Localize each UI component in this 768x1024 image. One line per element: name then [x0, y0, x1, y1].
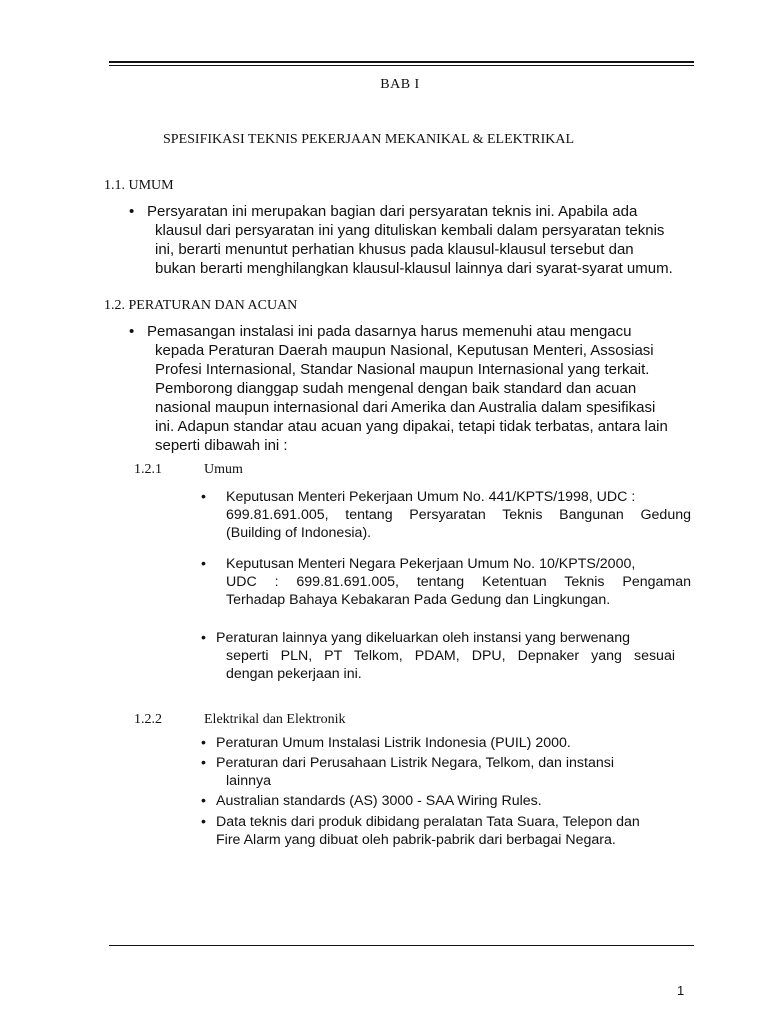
subsection-number-1-2-2: 1.2.2 — [134, 712, 162, 727]
section-heading-umum: 1.1. UMUM — [104, 178, 174, 193]
document-title: SPESIFIKASI TEKNIS PEKERJAAN MEKANIKAL & ELEKTRIKAL — [163, 132, 575, 147]
header-rule-thin — [109, 65, 694, 66]
bullet: • — [129, 323, 135, 340]
page-number: 1 — [677, 983, 685, 998]
section-paragraph-umum: • Persyaratan ini merupakan bagian dari persyaratan teknis ini. Apabila ada klausul dari persyaratan ini yang dituliskan kembali dalam persyaratan teknis ini, berarti menuntut perhatian khusus pada klausul-klausul tersebut dan bukan berarti menghilangkan klausul-klausul lainnya dari syarat-syarat umum. — [129, 203, 673, 277]
list-item: • Peraturan lainnya yang dikeluarkan oleh instansi yang berwenang seperti PLN, PT Telkom, PDAM, DPU, Depnaker yang sesuai dengan pekerjaan ini. — [201, 630, 675, 682]
list-item: • Peraturan Umum Instalasi Listrik Indonesia (PUIL) 2000. — [201, 735, 571, 751]
subsection-title-umum: Umum — [204, 462, 243, 477]
list-item: • Australian standards (AS) 3000 - SAA Wiring Rules. — [201, 793, 542, 809]
section-heading-peraturan: 1.2. PERATURAN DAN ACUAN — [104, 298, 298, 313]
bullet: • — [129, 203, 135, 220]
subsection-title-elektrikal: Elektrikal dan Elektronik — [204, 712, 346, 727]
list-item: • Peraturan dari Perusahaan Listrik Negara, Telkom, dan instansi lainnya — [201, 755, 614, 789]
header-rule-thick — [109, 61, 694, 63]
footer-rule — [109, 945, 694, 946]
list-item: • Data teknis dari produk dibidang peralatan Tata Suara, Telepon dan Fire Alarm yang dibuat oleh pabrik-pabrik dari berbagai Negara. — [201, 814, 640, 848]
section-paragraph-peraturan: • Pemasangan instalasi ini pada dasarnya harus memenuhi atau mengacu kepada Peraturan Daerah maupun Nasional, Keputusan Menteri, Assosiasi Profesi Internasional, Standar Nasional maupun Internasional yang terkait. Pemborong dianggap sudah mengenal dengan baik standard dan acuan nasional maupun internasional dari Amerika dan Australia dalam spesifikasi ini. Adapun standar atau acuan yang dipakai, tetapi tidak terbatas, antara lain seperti dibawah ini : — [129, 323, 668, 454]
chapter-title: BAB I — [380, 77, 420, 92]
list-item: • Keputusan Menteri Pekerjaan Umum No. 441/KPTS/1998, UDC : 699.81.691.005, tentang Persyaratan Teknis Bangunan Gedung (Building of Indonesia). — [201, 489, 691, 541]
list-item: • Keputusan Menteri Negara Pekerjaan Umum No. 10/KPTS/2000, UDC : 699.81.691.005, tentang Ketentuan Teknis Pengaman Terhadap Bahaya Kebakaran Pada Gedung dan Lingkungan. — [201, 556, 691, 608]
subsection-number-1-2-1: 1.2.1 — [134, 462, 162, 477]
